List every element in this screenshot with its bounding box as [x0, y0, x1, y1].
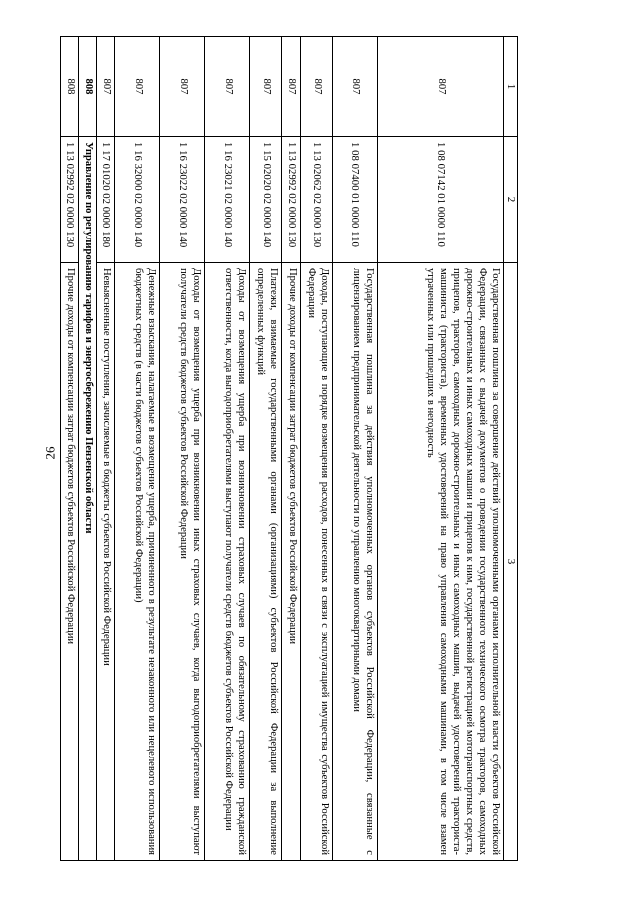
header-col-1: 1	[503, 37, 517, 137]
revenue-name-cell: Прочие доходы от компенсации затрат бюджетов субъектов Российской Федерации	[282, 263, 300, 861]
admin-code-cell: 807	[205, 37, 250, 137]
revenue-name-cell: Доходы от возмещения ущерба при возникновении страховых случаев по обязательному страхованию гражданской ответственности, когда выгодоприобретателями выступают получатели средств бюджетов субъектов Российской Федерации	[205, 263, 250, 861]
admin-code-cell: 807	[300, 37, 332, 137]
admin-code-cell: 808	[79, 37, 97, 137]
admin-code-cell: 807	[377, 37, 503, 137]
revenue-name-cell: Доходы от возмещения ущерба при возникновении иных страховых случаев, когда выгодоприобретателями выступают получатели средств бюджетов субъектов Российской Федерации	[160, 263, 205, 861]
admin-code-cell: 808	[61, 37, 79, 137]
revenue-code-cell: 1 15 02020 02 0000 140	[250, 137, 282, 263]
admin-code-cell: 807	[250, 37, 282, 137]
administrator-heading-row	[79, 37, 97, 861]
header-col-3: 3	[503, 263, 517, 861]
revenue-codes-table-rotated	[64, 36, 518, 861]
revenue-code-cell: 1 13 02062 02 0000 130	[300, 137, 332, 263]
revenue-code-cell: 1 17 01020 02 0000 180	[97, 137, 115, 263]
revenue-codes-table	[60, 36, 518, 861]
table-row	[300, 37, 332, 861]
revenue-name-cell: Платежи, взимаемые государственными органами (организациями) субъектов Российской Федерации за выполнение определенных функций	[250, 263, 282, 861]
revenue-name-cell: Государственная пошлина за совершение действий уполномоченными органами исполнительной власти субъектов Российской Федерации, связанных с выдачей документов о проведении государственного технического осмотра тракторов, самоходных дорожно-строительных и иных самоходных машин и прицепов к ним, государственной регистрацией мототранспортных средств, прицепов, тракторов, самоходных дорожно-строительных и иных самоходных машин, выдачей удостоверений тракториста-машиниста (тракториста), временных удостоверений на право управления самоходными машинами, в том числе взамен утраченных или пришедших в негодность	[377, 263, 503, 861]
admin-code-cell: 807	[115, 37, 160, 137]
revenue-code-cell: 1 13 02992 02 0000 130	[282, 137, 300, 263]
revenue-code-cell: 1 16 23022 02 0000 140	[160, 137, 205, 263]
table-row	[205, 37, 250, 861]
administrator-name-cell: Управление по регулированию тарифов и энергосбережению Пензенской области	[79, 137, 97, 861]
revenue-name-cell: Невыясненные поступления, зачисляемые в бюджеты субъектов Российской Федерации	[97, 263, 115, 861]
page-number: 26	[42, 446, 57, 460]
table-header-row	[503, 37, 517, 861]
revenue-name-cell: Денежные взыскания, налагаемые в возмещение ущерба, причиненного в результате незаконного или нецелевого использования бюджетных средств (в части бюджетов субъектов Российской Федерации)	[115, 263, 160, 861]
revenue-code-cell: 1 08 07142 01 0000 110	[377, 137, 503, 263]
table-row	[160, 37, 205, 861]
table-row	[377, 37, 503, 861]
revenue-code-cell: 1 08 07400 01 0000 110	[332, 137, 377, 263]
admin-code-cell: 807	[160, 37, 205, 137]
table-row	[115, 37, 160, 861]
admin-code-cell: 807	[332, 37, 377, 137]
revenue-code-cell: 1 16 32000 02 0000 140	[115, 137, 160, 263]
header-col-2: 2	[503, 137, 517, 263]
revenue-name-cell: Доходы, поступающие в порядке возмещения расходов, понесенных в связи с эксплуатацией имущества субъектов Российской Федерации	[300, 263, 332, 861]
table-row	[97, 37, 115, 861]
admin-code-cell: 807	[282, 37, 300, 137]
table-row	[332, 37, 377, 861]
revenue-name-cell: Прочие доходы от компенсации затрат бюджетов субъектов Российской Федерации	[61, 263, 79, 861]
admin-code-cell: 807	[97, 37, 115, 137]
table-row	[61, 37, 79, 861]
table-row	[282, 37, 300, 861]
revenue-code-cell: 1 16 23021 02 0000 140	[205, 137, 250, 263]
revenue-name-cell: Государственная пошлина за действия уполномоченных органов субъектов Российской Федерации, связанные с лицензированием предпринимательской деятельности по управлению многоквартирными домами	[332, 263, 377, 861]
table-row	[250, 37, 282, 861]
revenue-code-cell: 1 13 02992 02 0000 130	[61, 137, 79, 263]
